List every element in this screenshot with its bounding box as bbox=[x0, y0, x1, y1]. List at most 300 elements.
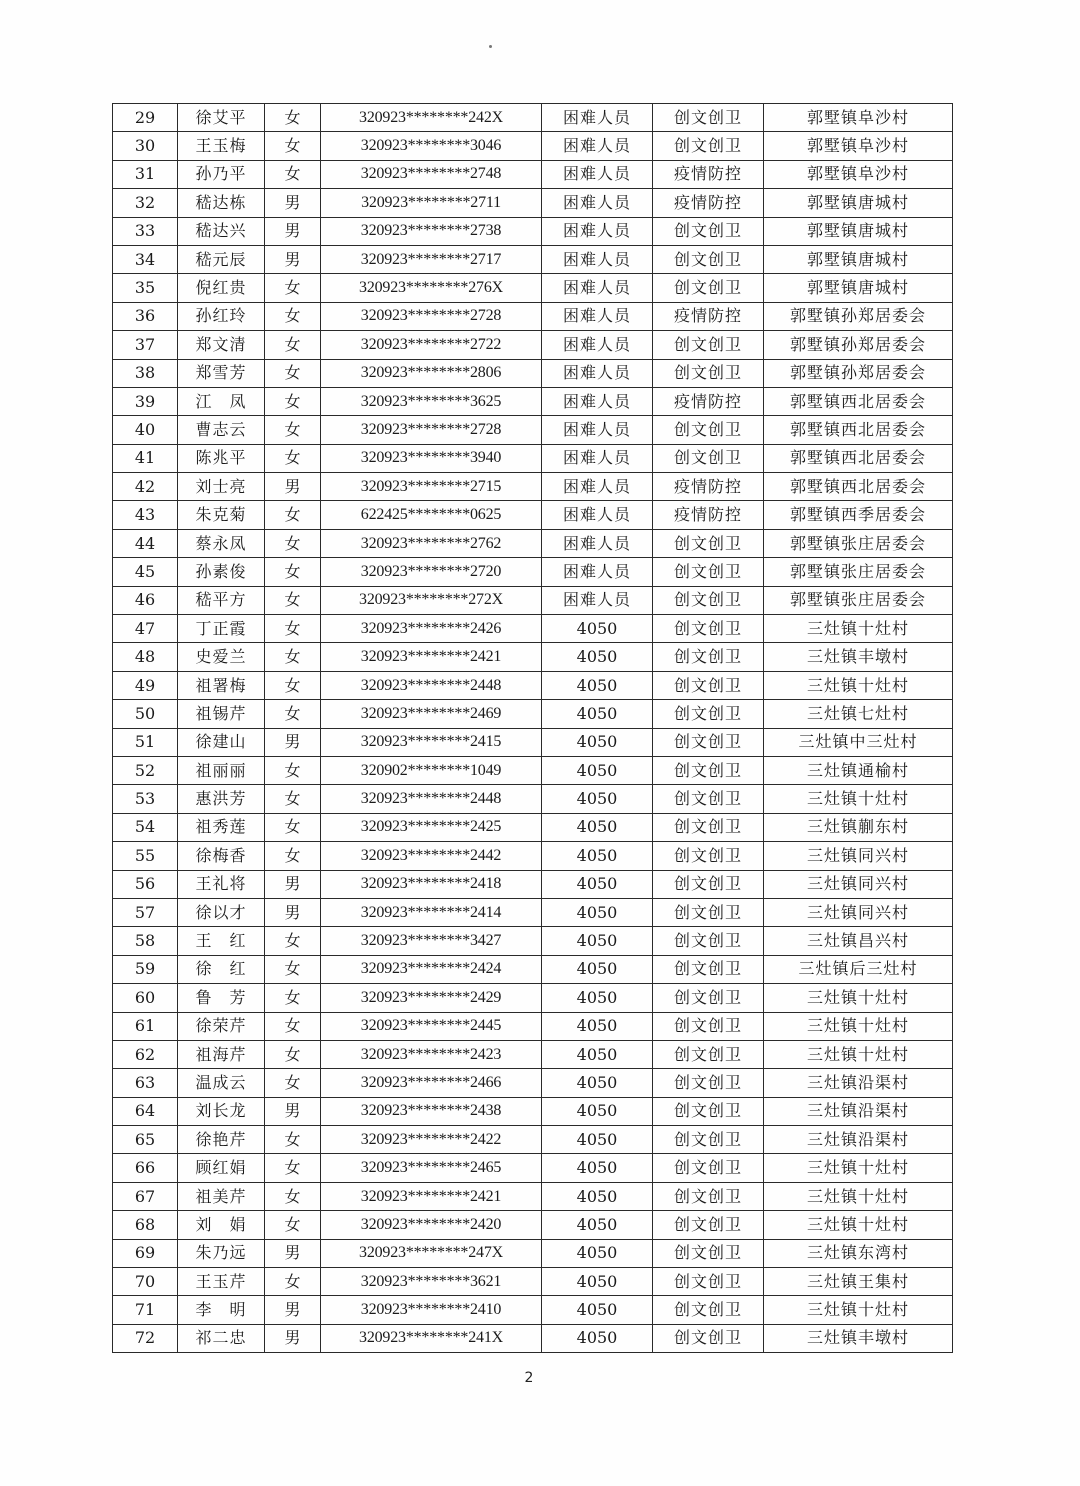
table-row bbox=[113, 160, 953, 188]
id-number-cell: 320923********2728 bbox=[321, 302, 542, 330]
job-post-cell: 创文创卫 bbox=[653, 416, 764, 444]
location-cell: 三灶镇十灶村 bbox=[764, 984, 953, 1012]
personnel-type-cell: 4050 bbox=[542, 785, 653, 813]
person-name-cell: 孙素俊 bbox=[178, 558, 265, 586]
person-sex-cell: 女 bbox=[265, 274, 321, 302]
person-name-cell: 曹志云 bbox=[178, 416, 265, 444]
table-row bbox=[113, 1182, 953, 1210]
person-name-cell: 郑文清 bbox=[178, 331, 265, 359]
person-sex-cell: 男 bbox=[265, 728, 321, 756]
table-row bbox=[113, 302, 953, 330]
personnel-type-cell: 4050 bbox=[542, 1126, 653, 1154]
person-sex-cell: 女 bbox=[265, 359, 321, 387]
personnel-type-cell: 4050 bbox=[542, 927, 653, 955]
table-row bbox=[113, 984, 953, 1012]
row-number-cell: 39 bbox=[113, 387, 178, 415]
row-number-cell: 64 bbox=[113, 1097, 178, 1125]
job-post-cell: 创文创卫 bbox=[653, 217, 764, 245]
job-post-cell: 创文创卫 bbox=[653, 756, 764, 784]
job-post-cell: 创文创卫 bbox=[653, 132, 764, 160]
id-number-cell: 320923********2469 bbox=[321, 700, 542, 728]
row-number-cell: 66 bbox=[113, 1154, 178, 1182]
person-name-cell: 刘士亮 bbox=[178, 473, 265, 501]
row-number-cell: 69 bbox=[113, 1239, 178, 1267]
location-cell: 三灶镇十灶村 bbox=[764, 1040, 953, 1068]
id-number-cell: 320923********3046 bbox=[321, 132, 542, 160]
person-name-cell: 嵇平方 bbox=[178, 586, 265, 614]
person-name-cell: 郑雪芳 bbox=[178, 359, 265, 387]
person-sex-cell: 女 bbox=[265, 501, 321, 529]
personnel-type-cell: 4050 bbox=[542, 643, 653, 671]
id-number-cell: 320923********3625 bbox=[321, 387, 542, 415]
person-name-cell: 祖丽丽 bbox=[178, 756, 265, 784]
id-number-cell: 320923********2421 bbox=[321, 643, 542, 671]
person-sex-cell: 男 bbox=[265, 1296, 321, 1324]
job-post-cell: 创文创卫 bbox=[653, 1296, 764, 1324]
job-post-cell: 创文创卫 bbox=[653, 245, 764, 273]
person-name-cell: 江 凤 bbox=[178, 387, 265, 415]
location-cell: 郭墅镇阜沙村 bbox=[764, 160, 953, 188]
job-post-cell: 创文创卫 bbox=[653, 1012, 764, 1040]
id-number-cell: 320923********2715 bbox=[321, 473, 542, 501]
personnel-type-cell: 4050 bbox=[542, 1211, 653, 1239]
job-post-cell: 创文创卫 bbox=[653, 359, 764, 387]
table-row bbox=[113, 331, 953, 359]
personnel-type-cell: 4050 bbox=[542, 813, 653, 841]
job-post-cell: 创文创卫 bbox=[653, 984, 764, 1012]
row-number-cell: 29 bbox=[113, 104, 178, 132]
location-cell: 郭墅镇唐城村 bbox=[764, 245, 953, 273]
location-cell: 三灶镇十灶村 bbox=[764, 1012, 953, 1040]
person-name-cell: 徐建山 bbox=[178, 728, 265, 756]
personnel-type-cell: 困难人员 bbox=[542, 416, 653, 444]
job-post-cell: 创文创卫 bbox=[653, 331, 764, 359]
personnel-type-cell: 4050 bbox=[542, 870, 653, 898]
person-name-cell: 祖秀莲 bbox=[178, 813, 265, 841]
row-number-cell: 68 bbox=[113, 1211, 178, 1239]
id-number-cell: 320923********2717 bbox=[321, 245, 542, 273]
person-name-cell: 徐梅香 bbox=[178, 842, 265, 870]
person-sex-cell: 女 bbox=[265, 416, 321, 444]
person-name-cell: 史爱兰 bbox=[178, 643, 265, 671]
location-cell: 三灶镇同兴村 bbox=[764, 842, 953, 870]
location-cell: 三灶镇东湾村 bbox=[764, 1239, 953, 1267]
table-row bbox=[113, 1324, 953, 1352]
location-cell: 三灶镇丰墩村 bbox=[764, 643, 953, 671]
person-sex-cell: 女 bbox=[265, 700, 321, 728]
job-post-cell: 疫情防控 bbox=[653, 302, 764, 330]
job-post-cell: 创文创卫 bbox=[653, 529, 764, 557]
table-row bbox=[113, 104, 953, 132]
location-cell: 三灶镇昌兴村 bbox=[764, 927, 953, 955]
job-post-cell: 创文创卫 bbox=[653, 444, 764, 472]
scan-speck bbox=[489, 45, 492, 48]
person-sex-cell: 男 bbox=[265, 1239, 321, 1267]
location-cell: 郭墅镇西北居委会 bbox=[764, 444, 953, 472]
job-post-cell: 创文创卫 bbox=[653, 1069, 764, 1097]
id-number-cell: 320923********3427 bbox=[321, 927, 542, 955]
person-name-cell: 王玉梅 bbox=[178, 132, 265, 160]
id-number-cell: 320923********2426 bbox=[321, 615, 542, 643]
location-cell: 三灶镇十灶村 bbox=[764, 1296, 953, 1324]
table-row bbox=[113, 813, 953, 841]
person-sex-cell: 女 bbox=[265, 842, 321, 870]
person-sex-cell: 男 bbox=[265, 870, 321, 898]
job-post-cell: 创文创卫 bbox=[653, 1239, 764, 1267]
job-post-cell: 创文创卫 bbox=[653, 1040, 764, 1068]
id-number-cell: 320923********2728 bbox=[321, 416, 542, 444]
table-row bbox=[113, 1097, 953, 1125]
personnel-type-cell: 困难人员 bbox=[542, 274, 653, 302]
table-row bbox=[113, 1012, 953, 1040]
row-number-cell: 48 bbox=[113, 643, 178, 671]
id-number-cell: 320923********247X bbox=[321, 1239, 542, 1267]
person-sex-cell: 女 bbox=[265, 955, 321, 983]
row-number-cell: 62 bbox=[113, 1040, 178, 1068]
table-row bbox=[113, 473, 953, 501]
job-post-cell: 创文创卫 bbox=[653, 842, 764, 870]
job-post-cell: 创文创卫 bbox=[653, 1126, 764, 1154]
person-name-cell: 徐以才 bbox=[178, 898, 265, 926]
person-name-cell: 鲁 芳 bbox=[178, 984, 265, 1012]
person-sex-cell: 女 bbox=[265, 671, 321, 699]
personnel-type-cell: 4050 bbox=[542, 898, 653, 926]
person-name-cell: 徐艾平 bbox=[178, 104, 265, 132]
person-sex-cell: 女 bbox=[265, 1069, 321, 1097]
id-number-cell: 320923********2748 bbox=[321, 160, 542, 188]
personnel-type-cell: 4050 bbox=[542, 1040, 653, 1068]
location-cell: 三灶镇同兴村 bbox=[764, 898, 953, 926]
row-number-cell: 67 bbox=[113, 1182, 178, 1210]
personnel-type-cell: 困难人员 bbox=[542, 473, 653, 501]
table-row bbox=[113, 615, 953, 643]
person-name-cell: 徐荣芹 bbox=[178, 1012, 265, 1040]
person-sex-cell: 男 bbox=[265, 1324, 321, 1352]
job-post-cell: 创文创卫 bbox=[653, 1097, 764, 1125]
location-cell: 三灶镇中三灶村 bbox=[764, 728, 953, 756]
personnel-type-cell: 困难人员 bbox=[542, 387, 653, 415]
id-number-cell: 320923********276X bbox=[321, 274, 542, 302]
personnel-type-cell: 4050 bbox=[542, 700, 653, 728]
person-sex-cell: 女 bbox=[265, 927, 321, 955]
personnel-type-cell: 4050 bbox=[542, 1182, 653, 1210]
id-number-cell: 320923********2410 bbox=[321, 1296, 542, 1324]
location-cell: 郭墅镇唐城村 bbox=[764, 189, 953, 217]
row-number-cell: 44 bbox=[113, 529, 178, 557]
row-number-cell: 46 bbox=[113, 586, 178, 614]
person-sex-cell: 女 bbox=[265, 444, 321, 472]
id-number-cell: 320923********2762 bbox=[321, 529, 542, 557]
person-name-cell: 孙乃平 bbox=[178, 160, 265, 188]
location-cell: 郭墅镇西北居委会 bbox=[764, 387, 953, 415]
table-row bbox=[113, 558, 953, 586]
personnel-type-cell: 困难人员 bbox=[542, 160, 653, 188]
job-post-cell: 创文创卫 bbox=[653, 813, 764, 841]
person-sex-cell: 女 bbox=[265, 1040, 321, 1068]
row-number-cell: 31 bbox=[113, 160, 178, 188]
job-post-cell: 创文创卫 bbox=[653, 671, 764, 699]
person-name-cell: 王 红 bbox=[178, 927, 265, 955]
id-number-cell: 320923********2414 bbox=[321, 898, 542, 926]
table-row bbox=[113, 927, 953, 955]
job-post-cell: 创文创卫 bbox=[653, 586, 764, 614]
person-sex-cell: 女 bbox=[265, 586, 321, 614]
personnel-type-cell: 困难人员 bbox=[542, 245, 653, 273]
table-row bbox=[113, 501, 953, 529]
row-number-cell: 71 bbox=[113, 1296, 178, 1324]
id-number-cell: 320923********2720 bbox=[321, 558, 542, 586]
table-row bbox=[113, 700, 953, 728]
person-sex-cell: 男 bbox=[265, 1097, 321, 1125]
personnel-type-cell: 困难人员 bbox=[542, 331, 653, 359]
location-cell: 郭墅镇孙郑居委会 bbox=[764, 331, 953, 359]
row-number-cell: 47 bbox=[113, 615, 178, 643]
row-number-cell: 32 bbox=[113, 189, 178, 217]
person-name-cell: 倪红贵 bbox=[178, 274, 265, 302]
row-number-cell: 55 bbox=[113, 842, 178, 870]
job-post-cell: 创文创卫 bbox=[653, 643, 764, 671]
id-number-cell: 320923********3940 bbox=[321, 444, 542, 472]
table-row bbox=[113, 756, 953, 784]
person-name-cell: 孙红玲 bbox=[178, 302, 265, 330]
job-post-cell: 创文创卫 bbox=[653, 898, 764, 926]
location-cell: 郭墅镇张庄居委会 bbox=[764, 529, 953, 557]
person-sex-cell: 女 bbox=[265, 331, 321, 359]
table-row bbox=[113, 132, 953, 160]
location-cell: 三灶镇十灶村 bbox=[764, 615, 953, 643]
row-number-cell: 30 bbox=[113, 132, 178, 160]
person-name-cell: 祁二忠 bbox=[178, 1324, 265, 1352]
person-sex-cell: 女 bbox=[265, 104, 321, 132]
person-sex-cell: 女 bbox=[265, 1012, 321, 1040]
id-number-cell: 320923********2448 bbox=[321, 785, 542, 813]
person-sex-cell: 女 bbox=[265, 1126, 321, 1154]
personnel-type-cell: 困难人员 bbox=[542, 189, 653, 217]
location-cell: 三灶镇十灶村 bbox=[764, 1211, 953, 1239]
personnel-type-cell: 困难人员 bbox=[542, 501, 653, 529]
person-name-cell: 顾红娟 bbox=[178, 1154, 265, 1182]
row-number-cell: 49 bbox=[113, 671, 178, 699]
location-cell: 郭墅镇西北居委会 bbox=[764, 416, 953, 444]
roster-table bbox=[112, 103, 953, 1353]
person-sex-cell: 女 bbox=[265, 1268, 321, 1296]
table-row bbox=[113, 1069, 953, 1097]
person-name-cell: 王玉芹 bbox=[178, 1268, 265, 1296]
id-number-cell: 320923********2423 bbox=[321, 1040, 542, 1068]
person-name-cell: 丁正霞 bbox=[178, 615, 265, 643]
location-cell: 三灶镇十灶村 bbox=[764, 1154, 953, 1182]
location-cell: 三灶镇后三灶村 bbox=[764, 955, 953, 983]
id-number-cell: 320923********272X bbox=[321, 586, 542, 614]
location-cell: 三灶镇同兴村 bbox=[764, 870, 953, 898]
location-cell: 三灶镇蒯东村 bbox=[764, 813, 953, 841]
id-number-cell: 320923********2445 bbox=[321, 1012, 542, 1040]
job-post-cell: 创文创卫 bbox=[653, 785, 764, 813]
person-sex-cell: 女 bbox=[265, 558, 321, 586]
location-cell: 三灶镇通榆村 bbox=[764, 756, 953, 784]
id-number-cell: 320923********2442 bbox=[321, 842, 542, 870]
location-cell: 郭墅镇阜沙村 bbox=[764, 132, 953, 160]
person-name-cell: 陈兆平 bbox=[178, 444, 265, 472]
table-row bbox=[113, 274, 953, 302]
personnel-type-cell: 困难人员 bbox=[542, 132, 653, 160]
person-name-cell: 祖锡芹 bbox=[178, 700, 265, 728]
id-number-cell: 622425********0625 bbox=[321, 501, 542, 529]
personnel-type-cell: 4050 bbox=[542, 1268, 653, 1296]
person-name-cell: 王礼将 bbox=[178, 870, 265, 898]
row-number-cell: 34 bbox=[113, 245, 178, 273]
person-name-cell: 蔡永凤 bbox=[178, 529, 265, 557]
person-sex-cell: 女 bbox=[265, 1182, 321, 1210]
job-post-cell: 疫情防控 bbox=[653, 501, 764, 529]
job-post-cell: 疫情防控 bbox=[653, 387, 764, 415]
table-row bbox=[113, 785, 953, 813]
job-post-cell: 创文创卫 bbox=[653, 274, 764, 302]
personnel-type-cell: 4050 bbox=[542, 1097, 653, 1125]
personnel-type-cell: 4050 bbox=[542, 756, 653, 784]
personnel-type-cell: 困难人员 bbox=[542, 558, 653, 586]
job-post-cell: 疫情防控 bbox=[653, 473, 764, 501]
personnel-type-cell: 困难人员 bbox=[542, 359, 653, 387]
location-cell: 三灶镇王集村 bbox=[764, 1268, 953, 1296]
personnel-type-cell: 4050 bbox=[542, 1012, 653, 1040]
location-cell: 三灶镇十灶村 bbox=[764, 671, 953, 699]
location-cell: 郭墅镇张庄居委会 bbox=[764, 586, 953, 614]
personnel-type-cell: 4050 bbox=[542, 1154, 653, 1182]
person-name-cell: 朱乃远 bbox=[178, 1239, 265, 1267]
person-sex-cell: 女 bbox=[265, 302, 321, 330]
location-cell: 三灶镇七灶村 bbox=[764, 700, 953, 728]
person-sex-cell: 女 bbox=[265, 785, 321, 813]
row-number-cell: 72 bbox=[113, 1324, 178, 1352]
row-number-cell: 70 bbox=[113, 1268, 178, 1296]
job-post-cell: 创文创卫 bbox=[653, 1324, 764, 1352]
table-row bbox=[113, 643, 953, 671]
row-number-cell: 38 bbox=[113, 359, 178, 387]
person-sex-cell: 女 bbox=[265, 387, 321, 415]
row-number-cell: 33 bbox=[113, 217, 178, 245]
row-number-cell: 54 bbox=[113, 813, 178, 841]
location-cell: 郭墅镇孙郑居委会 bbox=[764, 302, 953, 330]
table-row bbox=[113, 1126, 953, 1154]
row-number-cell: 41 bbox=[113, 444, 178, 472]
table-row bbox=[113, 870, 953, 898]
row-number-cell: 56 bbox=[113, 870, 178, 898]
person-sex-cell: 男 bbox=[265, 473, 321, 501]
person-sex-cell: 男 bbox=[265, 245, 321, 273]
personnel-type-cell: 4050 bbox=[542, 955, 653, 983]
job-post-cell: 创文创卫 bbox=[653, 615, 764, 643]
row-number-cell: 63 bbox=[113, 1069, 178, 1097]
location-cell: 郭墅镇张庄居委会 bbox=[764, 558, 953, 586]
personnel-type-cell: 困难人员 bbox=[542, 586, 653, 614]
row-number-cell: 53 bbox=[113, 785, 178, 813]
row-number-cell: 45 bbox=[113, 558, 178, 586]
table-row bbox=[113, 728, 953, 756]
personnel-type-cell: 4050 bbox=[542, 984, 653, 1012]
table-row bbox=[113, 359, 953, 387]
row-number-cell: 58 bbox=[113, 927, 178, 955]
personnel-type-cell: 4050 bbox=[542, 1296, 653, 1324]
table-row bbox=[113, 842, 953, 870]
person-sex-cell: 女 bbox=[265, 984, 321, 1012]
person-name-cell: 刘长龙 bbox=[178, 1097, 265, 1125]
table-row bbox=[113, 1040, 953, 1068]
table-row bbox=[113, 245, 953, 273]
id-number-cell: 320923********242X bbox=[321, 104, 542, 132]
personnel-type-cell: 困难人员 bbox=[542, 302, 653, 330]
table-row bbox=[113, 416, 953, 444]
person-sex-cell: 女 bbox=[265, 132, 321, 160]
location-cell: 三灶镇沿渠村 bbox=[764, 1069, 953, 1097]
table-row bbox=[113, 898, 953, 926]
row-number-cell: 65 bbox=[113, 1126, 178, 1154]
table-row bbox=[113, 955, 953, 983]
person-sex-cell: 女 bbox=[265, 756, 321, 784]
row-number-cell: 50 bbox=[113, 700, 178, 728]
row-number-cell: 36 bbox=[113, 302, 178, 330]
id-number-cell: 320923********2425 bbox=[321, 813, 542, 841]
person-sex-cell: 男 bbox=[265, 898, 321, 926]
person-name-cell: 李 明 bbox=[178, 1296, 265, 1324]
id-number-cell: 320923********2429 bbox=[321, 984, 542, 1012]
id-number-cell: 320923********2422 bbox=[321, 1126, 542, 1154]
person-name-cell: 朱克菊 bbox=[178, 501, 265, 529]
row-number-cell: 35 bbox=[113, 274, 178, 302]
id-number-cell: 320923********241X bbox=[321, 1324, 542, 1352]
personnel-type-cell: 4050 bbox=[542, 1239, 653, 1267]
person-name-cell: 祖署梅 bbox=[178, 671, 265, 699]
id-number-cell: 320923********2722 bbox=[321, 331, 542, 359]
person-name-cell: 嵇达兴 bbox=[178, 217, 265, 245]
location-cell: 三灶镇沿渠村 bbox=[764, 1126, 953, 1154]
personnel-type-cell: 4050 bbox=[542, 671, 653, 699]
page-number: 2 bbox=[524, 1370, 534, 1386]
job-post-cell: 创文创卫 bbox=[653, 1154, 764, 1182]
id-number-cell: 320923********2421 bbox=[321, 1182, 542, 1210]
row-number-cell: 61 bbox=[113, 1012, 178, 1040]
person-sex-cell: 女 bbox=[265, 160, 321, 188]
row-number-cell: 60 bbox=[113, 984, 178, 1012]
row-number-cell: 42 bbox=[113, 473, 178, 501]
table-row bbox=[113, 1211, 953, 1239]
person-sex-cell: 女 bbox=[265, 615, 321, 643]
person-sex-cell: 女 bbox=[265, 1211, 321, 1239]
roster-table-body bbox=[113, 104, 953, 1353]
person-name-cell: 刘 娟 bbox=[178, 1211, 265, 1239]
location-cell: 郭墅镇孙郑居委会 bbox=[764, 359, 953, 387]
job-post-cell: 创文创卫 bbox=[653, 700, 764, 728]
personnel-type-cell: 困难人员 bbox=[542, 217, 653, 245]
job-post-cell: 创文创卫 bbox=[653, 558, 764, 586]
job-post-cell: 创文创卫 bbox=[653, 104, 764, 132]
table-row bbox=[113, 1296, 953, 1324]
id-number-cell: 320923********2448 bbox=[321, 671, 542, 699]
job-post-cell: 创文创卫 bbox=[653, 955, 764, 983]
row-number-cell: 52 bbox=[113, 756, 178, 784]
location-cell: 三灶镇十灶村 bbox=[764, 785, 953, 813]
person-name-cell: 温成云 bbox=[178, 1069, 265, 1097]
job-post-cell: 创文创卫 bbox=[653, 870, 764, 898]
job-post-cell: 创文创卫 bbox=[653, 1268, 764, 1296]
location-cell: 郭墅镇阜沙村 bbox=[764, 104, 953, 132]
id-number-cell: 320923********2466 bbox=[321, 1069, 542, 1097]
job-post-cell: 创文创卫 bbox=[653, 1182, 764, 1210]
personnel-type-cell: 困难人员 bbox=[542, 529, 653, 557]
table-row bbox=[113, 1268, 953, 1296]
person-sex-cell: 女 bbox=[265, 643, 321, 671]
table-row bbox=[113, 444, 953, 472]
